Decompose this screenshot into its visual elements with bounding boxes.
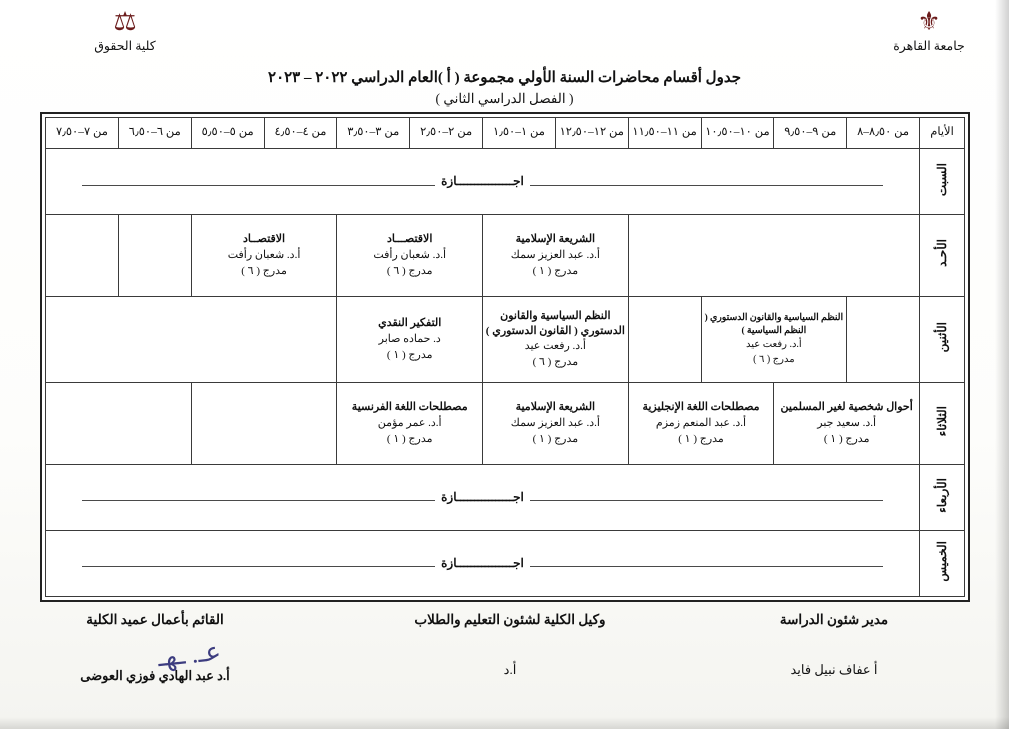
course-slot [701, 296, 847, 382]
course-professor: أ.د. رفعت عيد [524, 340, 586, 353]
cairo-university-logo [859, 8, 999, 54]
page-title-block [0, 68, 1009, 107]
course-slot [483, 296, 629, 382]
timetable-body [46, 149, 965, 597]
signature-mark: عـ. ـهـ [156, 636, 223, 673]
day-label-2: الأحـد [920, 215, 965, 297]
time-header-3: من ١٠–١٠٫٥٠ [701, 118, 774, 149]
footer-right-name: أ عفاف نبيل فايد [790, 662, 878, 677]
course-professor: أ.د. سعيد جبر [817, 416, 877, 429]
timetable-row-day-2 [46, 215, 965, 297]
course-title: الاقتصــاد [242, 233, 286, 246]
course-title: الشريعة الإسلامية [515, 233, 596, 246]
course-slot [483, 215, 629, 297]
document-footer [0, 612, 1009, 722]
timetable-container [40, 112, 970, 602]
course-slot [337, 215, 483, 297]
holiday-label: اجــــــــــــــــازة [435, 555, 530, 571]
course-hall: مدرج ( ١ ) [532, 264, 579, 277]
course-hall: مدرج ( ١ ) [678, 432, 724, 445]
time-header-9: من ٤–٤٫٥٠ [264, 118, 337, 149]
time-header-6: من ١–١٫٥٠ [483, 118, 556, 149]
timetable-header-row [46, 118, 965, 149]
course-slot [628, 382, 774, 464]
course-title: النظم السياسية والقانون الدستوري ( النظم السياسية ) [704, 313, 844, 336]
time-header-2: من ٩–٩٫٥٠ [774, 118, 847, 149]
course-slot [337, 296, 483, 382]
holiday-cell-5 [46, 464, 920, 530]
course-professor: أ.د. شعبان رأفت [227, 249, 301, 262]
course-professor: أ.د. رفعت عيد [745, 339, 802, 351]
page-subtitle: ( الفصل الدراسي الثاني ) [435, 91, 574, 106]
time-header-8: من ٣–٣٫٥٠ [337, 118, 410, 149]
scales-of-justice-icon: ⚖ [113, 7, 137, 36]
day-label-3: الأثنين [920, 296, 965, 382]
course-title: مصطلحات اللغة الفرنسية [351, 401, 468, 414]
time-header-1: من ٨٫٥٠–٨ [847, 118, 920, 149]
timetable-row-day-3 [46, 296, 965, 382]
course-hall: مدرج ( ٦ ) [241, 264, 287, 277]
day-label-6: الخميس [920, 530, 965, 596]
course-slot [483, 382, 629, 464]
course-professor: أ.د. عبد العزيز سمك [510, 249, 600, 262]
footer-mid-title: وكيل الكلية لشئون التعليم والطلاب [414, 612, 606, 627]
timetable [45, 117, 965, 597]
footer-dean [30, 612, 280, 684]
footer-left-title: القائم بأعمال عميد الكلية [86, 612, 224, 627]
course-hall: مدرج ( ١ ) [823, 432, 870, 445]
time-header-5: من ١٢–١٢٫٥٠ [555, 118, 628, 149]
course-title: الشريعة الإسلامية [515, 401, 596, 414]
course-hall: مدرج ( ١ ) [386, 432, 433, 445]
course-hall: مدرج ( ٦ ) [532, 356, 579, 369]
faculty-logo [55, 8, 195, 54]
time-header-4: من ١١–١١٫٥٠ [628, 118, 701, 149]
day-column-header: الأيام [920, 118, 965, 149]
course-hall: مدرج ( ١ ) [386, 348, 433, 361]
timetable-row-day-4 [46, 382, 965, 464]
page-title: جدول أقسام محاضرات السنة الأولي مجموعة ( أ )العام الدراسي ٢٠٢٢ – ٢٠٢٣ [268, 70, 741, 86]
document-header [0, 6, 1009, 66]
empty-slot [847, 296, 920, 382]
course-slot [774, 382, 920, 464]
page-edge-shadow [995, 0, 1009, 729]
empty-slot [46, 215, 119, 297]
course-hall: مدرج ( ٦ ) [386, 264, 433, 277]
timetable-row-day-1 [46, 149, 965, 215]
footer-left-name: أ.د عبد الهادي فوزي العوضى [80, 668, 230, 683]
time-header-11: من ٦–٦٫٥٠ [118, 118, 191, 149]
course-professor: أ.د. عمر مؤمن [377, 416, 442, 429]
course-hall: مدرج ( ٦ ) [753, 353, 795, 365]
empty-slot [628, 296, 701, 382]
empty-slot [118, 215, 191, 297]
holiday-cell-6 [46, 530, 920, 596]
time-header-7: من ٢–٢٫٥٠ [410, 118, 483, 149]
course-professor: أ.د. عبد المنعم زمزم [655, 416, 747, 429]
course-title: الاقتصـــاد [387, 233, 433, 246]
timetable-row-day-5 [46, 464, 965, 530]
university-name: جامعة القاهرة [893, 39, 965, 53]
day-label-1: السبت [920, 149, 965, 215]
course-slot [337, 382, 483, 464]
course-title: التفكير النقدي [378, 317, 442, 330]
course-professor: د. حماده صابر [378, 332, 441, 345]
course-professor: أ.د. شعبان رأفت [373, 249, 447, 262]
holiday-label: اجــــــــــــــــازة [435, 489, 530, 505]
footer-right-title: مدير شئون الدراسة [779, 612, 889, 627]
time-header-12: من ٧–٧٫٥٠ [46, 118, 119, 149]
holiday-cell-1 [46, 149, 920, 215]
course-title: النظم السياسية والقانون الدستوري ( القانون الدستوري ) [485, 309, 625, 337]
day-label-5: الأربعاء [920, 464, 965, 530]
time-header-10: من ٥–٥٫٥٠ [191, 118, 264, 149]
day-label-4: الثلاثاء [920, 382, 965, 464]
faculty-name: كلية الحقوق [94, 39, 156, 53]
footer-mid-name: أ.د [503, 662, 517, 677]
footer-vice-dean [370, 612, 650, 678]
timetable-row-day-6 [46, 530, 965, 596]
empty-slot [628, 215, 919, 297]
course-title: أحوال شخصية لغير المسلمين [780, 401, 913, 414]
empty-slot [46, 382, 192, 464]
course-professor: أ.د. عبد العزيز سمك [510, 416, 600, 429]
page-bottom-shadow [0, 717, 1009, 729]
empty-slot [46, 296, 337, 382]
footer-study-affairs [719, 612, 949, 678]
course-slot [191, 215, 337, 297]
course-title: مصطلحات اللغة الإنجليزية [642, 401, 760, 414]
empty-slot [191, 382, 337, 464]
university-crest-icon: ⚜ [917, 7, 941, 36]
timetable-head [46, 118, 965, 149]
course-hall: مدرج ( ١ ) [532, 432, 579, 445]
holiday-label: اجــــــــــــــــازة [435, 173, 530, 189]
